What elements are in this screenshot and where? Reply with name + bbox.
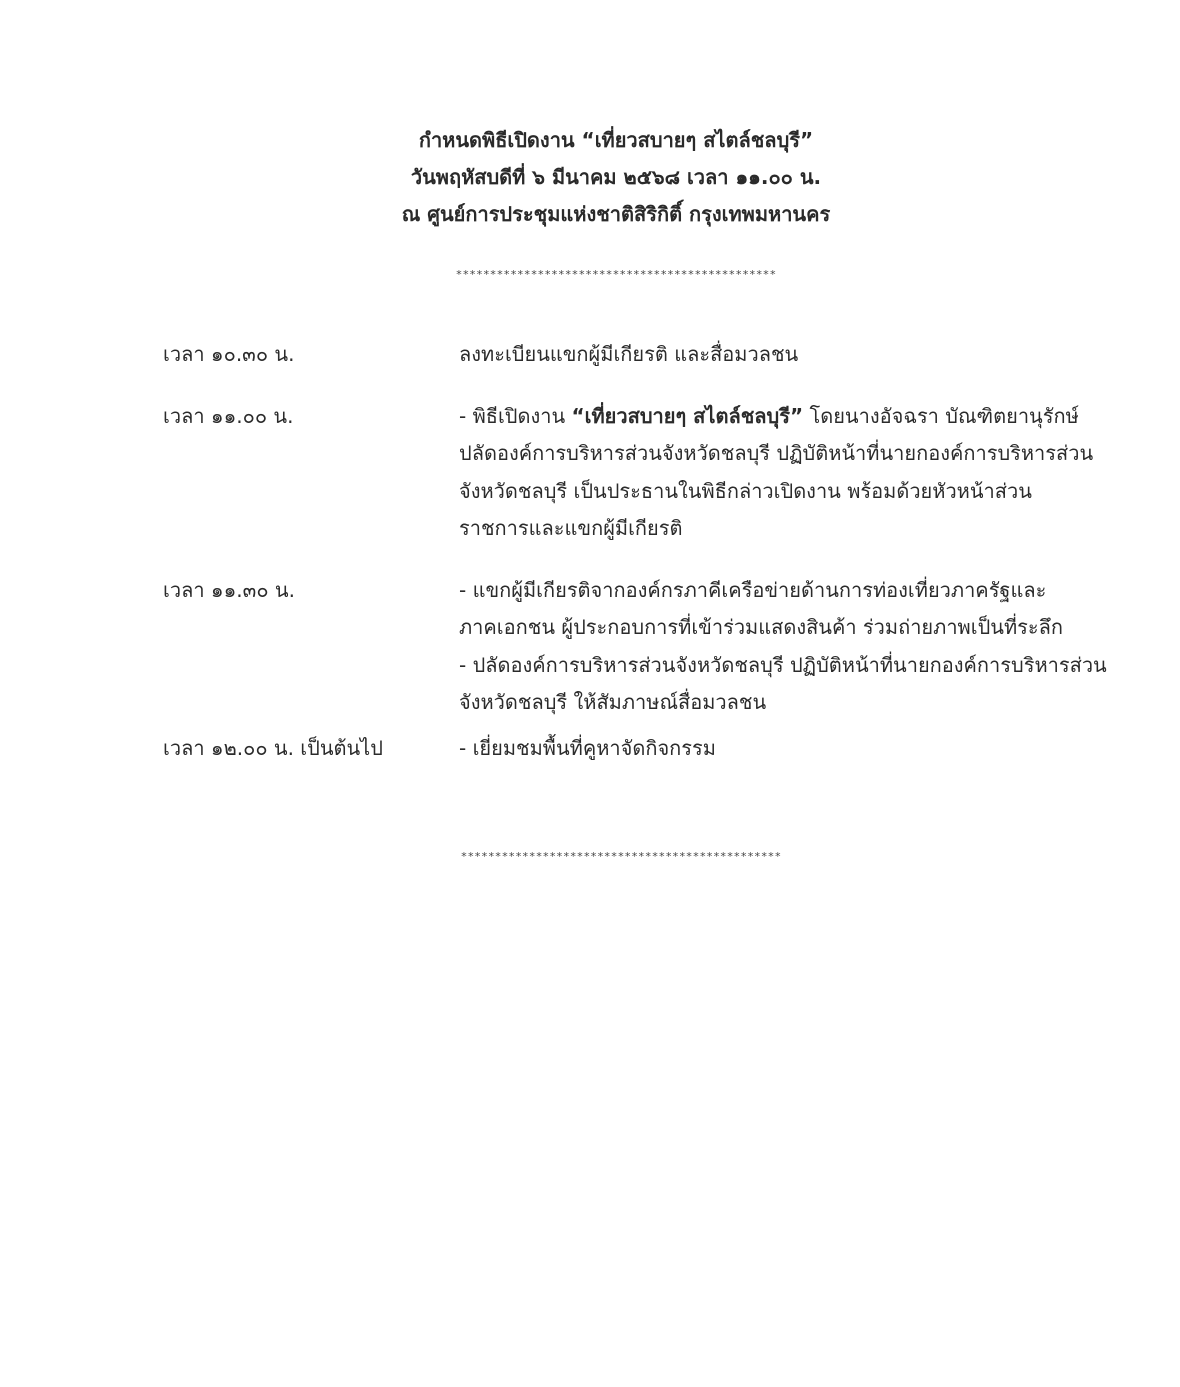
schedule-time: เวลา ๑๐.๓๐ น. [163, 342, 295, 366]
schedule-time: เวลา ๑๑.๓๐ น. [163, 577, 295, 602]
schedule-detail [459, 730, 1083, 768]
schedule-detail-line: จังหวัดชลบุรี เป็นประธานในพิธีกล่าวเปิดงาน พร้อมด้วยหัวหน้าส่วน [459, 478, 1032, 503]
header-venue: ณ ศูนย์การประชุมแห่งชาติสิริกิติ์ กรุงเทพมหานคร [401, 202, 831, 226]
schedule-detail-line: ปลัดองค์การบริหารส่วนจังหวัดชลบุรี ปฏิบัติหน้าที่นายกองค์การบริหารส่วน [459, 441, 1094, 465]
schedule-detail [459, 336, 1083, 374]
detail-suffix: โดยนางอัจฉรา บัณฑิตยานุรักษ์ [803, 403, 1079, 428]
schedule-detail-line: - แขกผู้มีเกียรติจากองค์กรภาคีเครือข่ายด้านการท่องเที่ยวภาครัฐและ [459, 577, 1047, 602]
schedule-time: เวลา ๑๒.๐๐ น. เป็นต้นไป [163, 735, 383, 760]
schedule-detail-line: ราชการและแขกผู้มีเกียรติ [459, 516, 683, 540]
document-header [0, 122, 1180, 233]
detail-prefix: - พิธีเปิดงาน [459, 403, 572, 428]
schedule-detail [459, 572, 1107, 722]
event-name-bold: “เที่ยวสบายๆ สไตล์ชลบุรี” [571, 403, 804, 428]
header-title: กำหนดพิธีเปิดงาน “เที่ยวสบายๆ สไตล์ชลบุรี” [418, 128, 814, 152]
schedule-detail-line: ลงทะเบียนแขกผู้มีเกียรติ และสื่อมวลชน [459, 342, 799, 366]
schedule-row [163, 336, 1083, 374]
schedule-detail-line: - ปลัดองค์การบริหารส่วนจังหวัดชลบุรี ปฏิบัติหน้าที่นายกองค์การบริหารส่วน [459, 652, 1107, 677]
schedule-detail-line [459, 398, 1083, 436]
schedule-detail-line: - เยี่ยมชมพื้นที่คูหาจัดกิจกรรม [459, 735, 716, 760]
divider-bottom: *********************************************** [460, 850, 782, 863]
schedule-table [163, 336, 1107, 767]
schedule-row [163, 398, 1094, 548]
schedule-detail-line: จังหวัดชลบุรี ให้สัมภาษณ์สื่อมวลชน [459, 690, 767, 714]
schedule-detail-line: ภาคเอกชน ผู้ประกอบการที่เข้าร่วมแสดงสินค้า ร่วมถ่ายภาพเป็นที่ระลึก [459, 615, 1063, 639]
divider-top: *********************************************** [455, 268, 777, 281]
schedule-row [163, 730, 1083, 768]
schedule-time: เวลา ๑๑.๐๐ น. [163, 403, 294, 428]
schedule-detail [459, 398, 1094, 548]
header-date-time: วันพฤหัสบดีที่ ๖ มีนาคม ๒๕๖๘ เวลา ๑๑.๐๐ น. [410, 165, 822, 189]
schedule-row [163, 572, 1107, 722]
